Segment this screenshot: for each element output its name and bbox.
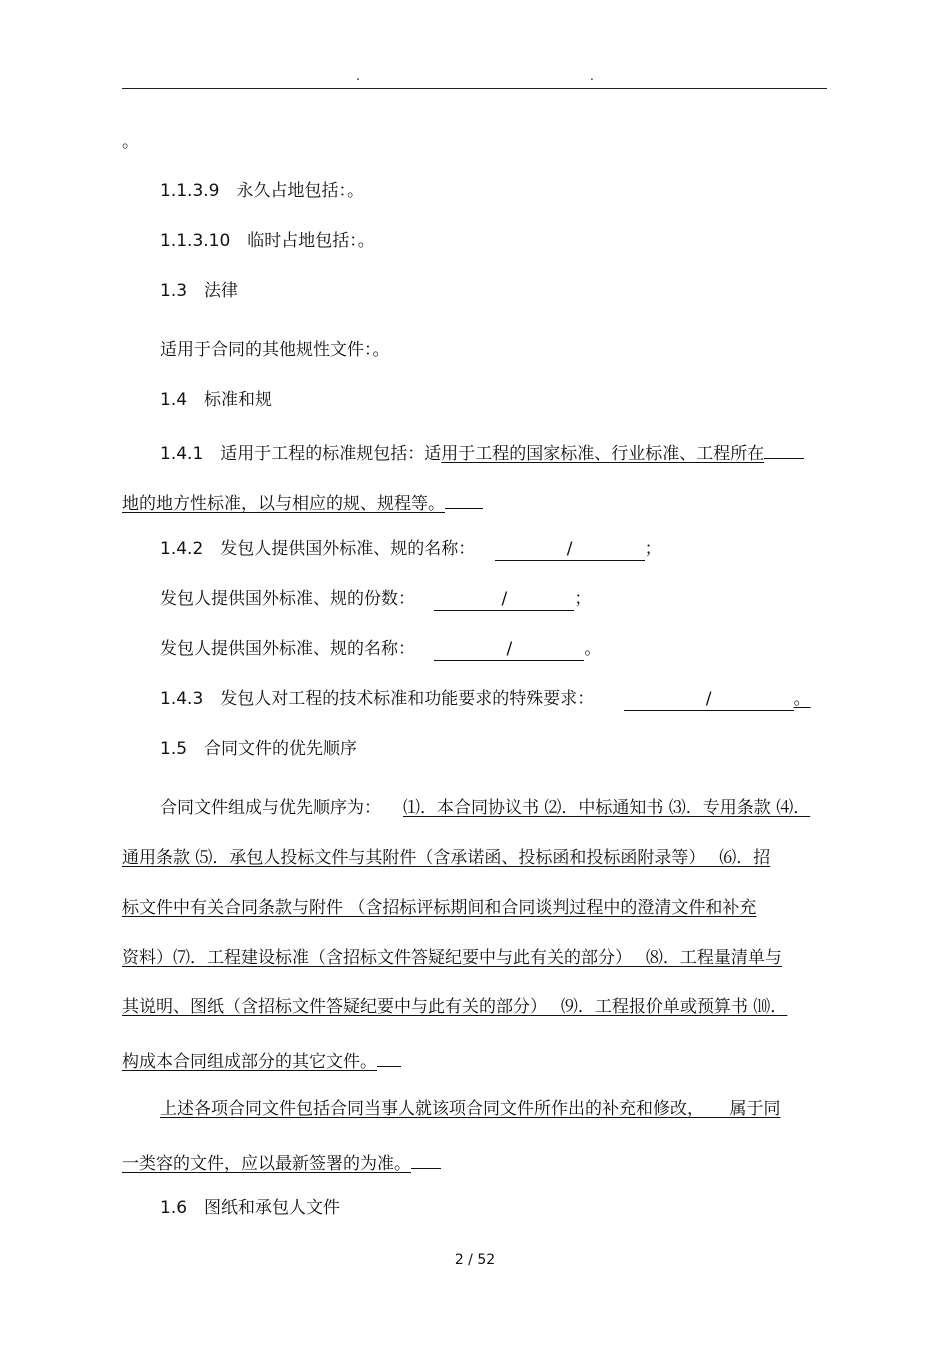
clause-foreign-standard-copies bbox=[160, 588, 591, 611]
clause-law-files: 适用于合同的其他规性文件：。 bbox=[160, 340, 390, 360]
punctuation: 。 bbox=[793, 689, 811, 709]
clause-1-1-3-10: 1.1.3.10 临时占地包括：。 bbox=[160, 231, 375, 251]
amendment-clause-cont bbox=[122, 1148, 441, 1175]
amendment-clause-cont-text: 一类容的文件，应以最新签署的为准。 bbox=[122, 1154, 411, 1174]
foreign-standard-name-field-2: / bbox=[434, 640, 584, 661]
section-heading-1-3: 1.3 法律 bbox=[160, 281, 239, 301]
clause-1-4-2 bbox=[160, 538, 662, 561]
clause-1-1-3-9: 1.1.3.9 永久占地包括：。 bbox=[160, 181, 364, 201]
foreign-standard-name-field: / bbox=[495, 540, 645, 561]
blank-underline bbox=[764, 438, 804, 459]
copies-label: 发包人提供国外标准、规的份数： bbox=[160, 589, 415, 609]
priority-order-list: ⑴．本合同协议书 ⑵．中标通知书 ⑶．专用条款 ⑷． bbox=[403, 798, 811, 818]
punctuation: 。 bbox=[584, 639, 602, 659]
clause-priority-order bbox=[160, 797, 810, 819]
paragraph-fragment: 。 bbox=[122, 132, 139, 152]
clause-foreign-standard-name-2 bbox=[160, 638, 601, 661]
section-heading-1-4: 1.4 标准和规 bbox=[160, 390, 273, 410]
clause-1-4-1-text: 1.4.1 适用于工程的标准规包括：适 bbox=[160, 444, 442, 464]
priority-order-line-2: 通用条款 ⑸．承包人投标文件与其附件（含承诺函、投标函和投标函附录等） ⑹．招 bbox=[122, 848, 771, 868]
priority-order-line-6 bbox=[122, 1046, 401, 1073]
clause-1-4-1-underlined: 用于工程的国家标准、行业标准、工程所在 bbox=[441, 444, 765, 464]
clause-1-4-3-label: 1.4.3 发包人对工程的技术标准和功能要求的特殊要求： bbox=[160, 689, 595, 709]
priority-order-line-4: 资料）⑺．工程建设标准（含招标文件答疑纪要中与此有关的部分） ⑻．工程量清单与 bbox=[122, 948, 782, 968]
blank-underline bbox=[411, 1148, 441, 1169]
clause-1-4-2-label: 1.4.2 发包人提供国外标准、规的名称： bbox=[160, 539, 476, 559]
blank-underline bbox=[445, 488, 483, 509]
section-heading-1-6: 1.6 图纸和承包人文件 bbox=[160, 1198, 341, 1218]
clause-1-4-1 bbox=[160, 438, 804, 465]
priority-order-label: 合同文件组成与优先顺序为： bbox=[160, 798, 381, 818]
section-heading-1-5: 1.5 合同文件的优先顺序 bbox=[160, 739, 358, 759]
priority-order-line-3: 标文件中有关合同条款与附件 （含招标评标期间和合同谈判过程中的澄清文件和补充 bbox=[122, 898, 757, 918]
header-dot-left: . bbox=[356, 69, 360, 83]
priority-order-line-6-text: 构成本合同组成部分的其它文件。 bbox=[122, 1052, 377, 1072]
clause-1-4-1-cont-text: 地的地方性标准，以与相应的规、规程等。 bbox=[122, 494, 445, 514]
clause-1-4-3 bbox=[160, 688, 811, 711]
punctuation: ； bbox=[644, 539, 662, 559]
foreign-standard-copies-field: / bbox=[434, 590, 574, 611]
name-label: 发包人提供国外标准、规的名称： bbox=[160, 639, 415, 659]
punctuation: ； bbox=[574, 589, 592, 609]
clause-1-4-1-cont bbox=[122, 488, 483, 515]
blank-underline bbox=[377, 1046, 401, 1067]
priority-order-line-5: 其说明、图纸（含招标文件答疑纪要中与此有关的部分） ⑼．工程报价单或预算书 ⑽． bbox=[122, 997, 788, 1017]
header-rule bbox=[122, 88, 827, 89]
page-number: 2 / 52 bbox=[454, 1252, 496, 1268]
header-dot-right: . bbox=[590, 69, 594, 83]
amendment-clause: 上述各项合同文件包括合同当事人就该项合同文件所作出的补充和修改， 属于同 bbox=[160, 1099, 781, 1119]
special-requirements-field: / bbox=[624, 690, 794, 711]
